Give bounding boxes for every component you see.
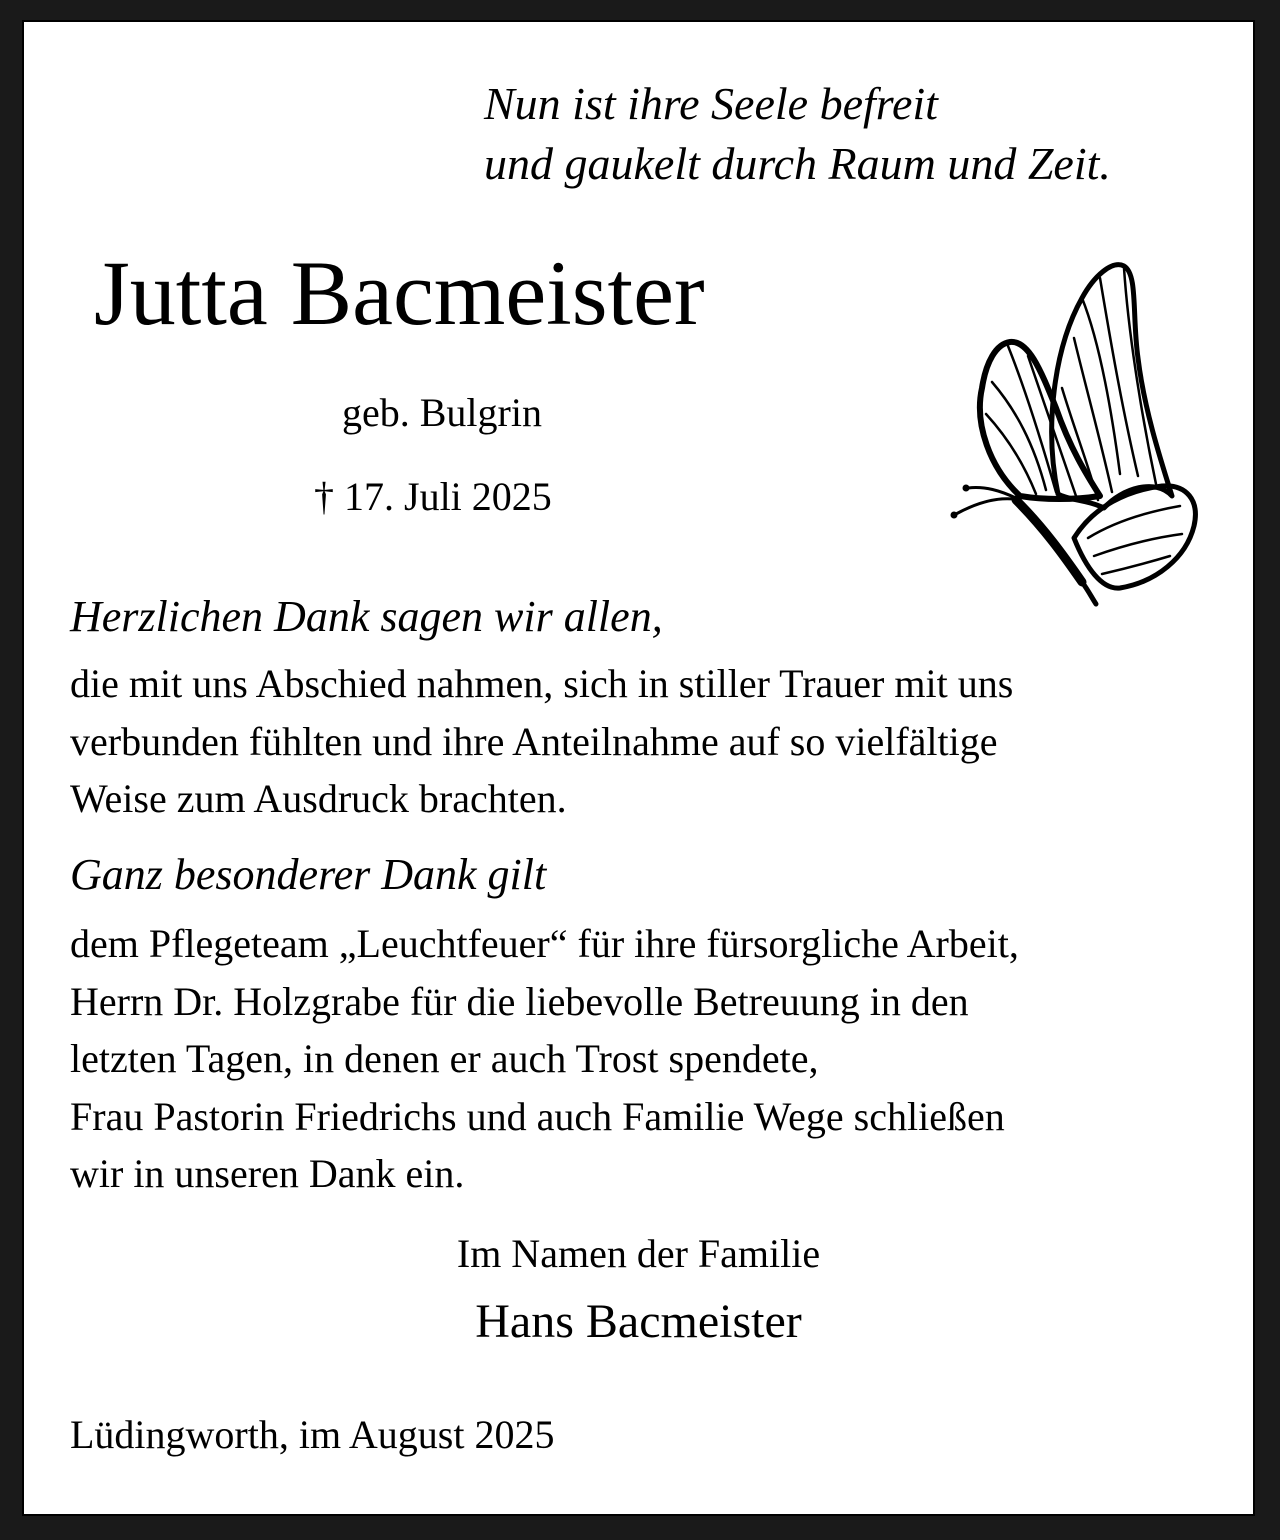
- thanks-text: [70, 655, 1013, 828]
- text-line: die mit uns Abschied nahmen, sich in stiller Trauer mit uns: [70, 661, 1014, 706]
- motto-line: und gaukelt durch Raum und Zeit.: [484, 138, 1111, 189]
- place-and-date: Lüdingworth, im August 2025: [70, 1412, 555, 1457]
- motto-line: Nun ist ihre Seele befreit: [484, 78, 938, 129]
- special-thanks-text: [70, 915, 1019, 1203]
- signature-name: Hans Bacmeister: [475, 1295, 802, 1348]
- birth-name: geb. Bulgrin: [342, 390, 542, 435]
- motto-verse: [484, 74, 1111, 194]
- text-line: dem Pflegeteam „Leuchtfeuer“ für ihre fürsorgliche Arbeit,: [70, 921, 1019, 966]
- thanks-heading: Herzlichen Dank sagen wir allen,: [70, 592, 663, 641]
- text-line: letzten Tagen, in denen er auch Trost spendete,: [70, 1036, 819, 1082]
- butterfly-icon: [924, 238, 1214, 618]
- obituary-card: [22, 20, 1255, 1516]
- deceased-name: Jutta Bacmeister: [94, 242, 705, 344]
- text-line: Weise zum Ausdruck brachten.: [70, 776, 567, 821]
- text-line: verbunden fühlten und ihre Anteilnahme auf so vielfältige: [70, 718, 998, 764]
- death-date: † 17. Juli 2025: [314, 474, 552, 519]
- text-line: wir in unseren Dank ein.: [70, 1151, 465, 1197]
- text-line: Herrn Dr. Holzgrabe für die liebevolle Betreuung in den: [70, 978, 969, 1024]
- special-thanks-heading: Ganz besonderer Dank gilt: [70, 850, 547, 899]
- signature-intro: Im Namen der Familie: [456, 1231, 821, 1276]
- text-line: Frau Pastorin Friedrichs und auch Familie Wege schließen: [70, 1093, 1005, 1139]
